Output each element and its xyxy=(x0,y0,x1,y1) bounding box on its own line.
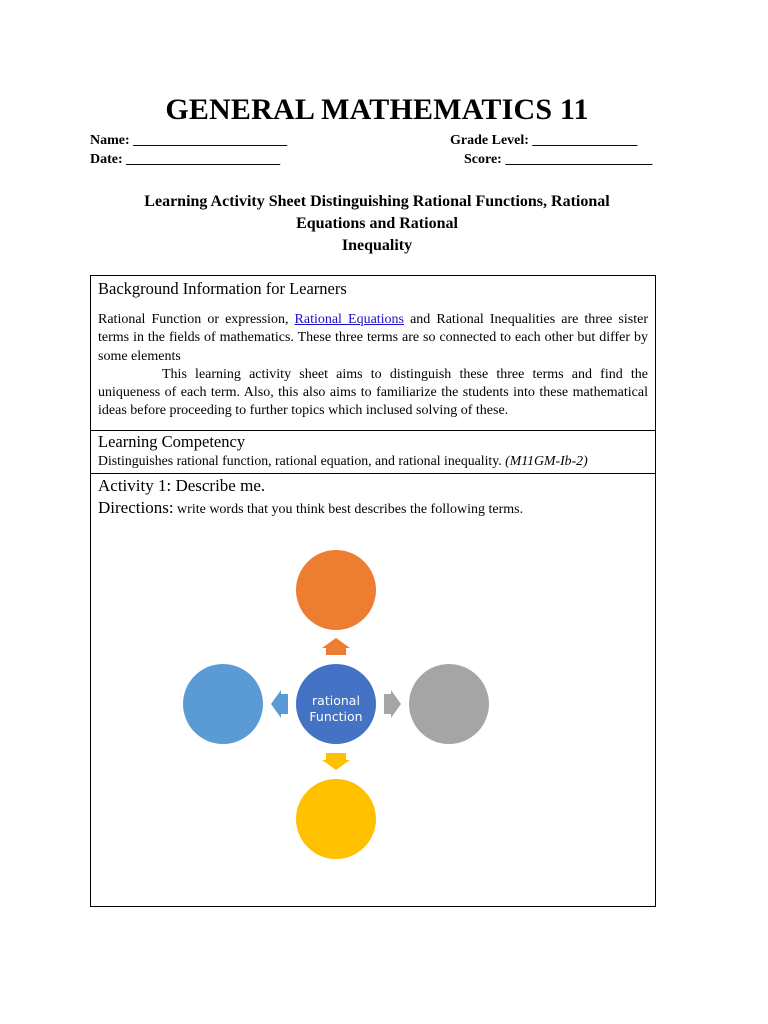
directions-text: write words that you think best describes the following terms. xyxy=(173,502,524,517)
background-section xyxy=(91,276,655,431)
arrow-left xyxy=(271,690,288,718)
rational-equations-link[interactable]: Rational Equations xyxy=(294,312,405,327)
subtitle-line-1: Learning Activity Sheet Distinguishing Rational Functions, Rational xyxy=(144,193,610,210)
top-circle xyxy=(296,550,376,630)
subtitle-line-2: Equations and Rational xyxy=(296,215,458,232)
rational-function-diagram xyxy=(91,474,657,908)
score-field: Score: _____________________ xyxy=(464,152,653,167)
background-text-before-link: Rational Function or expression, xyxy=(98,312,295,327)
activity-section xyxy=(91,474,655,908)
activity-heading: Activity 1: Describe me. xyxy=(98,476,266,495)
activity-sheet-subtitle xyxy=(110,191,644,257)
subtitle-line-3: Inequality xyxy=(341,237,413,254)
competency-text xyxy=(98,452,648,470)
activity-table xyxy=(90,275,656,907)
grade-level-field: Grade Level: _______________ xyxy=(450,133,638,148)
background-paragraph-1 xyxy=(98,311,648,366)
arrow-up xyxy=(322,638,350,655)
background-text-after-link: and Rational Inequalities are three sister terms in the fields of mathematics. These three terms are so connected to each other but differ by some elements xyxy=(98,312,648,364)
date-field: Date: ______________________ xyxy=(90,152,281,167)
background-paragraph-2: This learning activity sheet aims to distinguish these three terms and find the uniqueness of each term. Also, this also aims to familiarize the students into these mathematical ideas before proceeding to further topics which inclused solving of these. xyxy=(98,366,648,419)
document-title: GENERAL MATHEMATICS 11 xyxy=(165,93,589,126)
name-field: Name: ______________________ xyxy=(90,133,288,148)
competency-description: Distinguishes rational function, rational equation, and rational inequality. xyxy=(98,453,506,468)
bottom-circle xyxy=(296,779,376,859)
competency-section xyxy=(91,431,655,474)
right-circle xyxy=(409,664,489,744)
competency-code: (M11GM-Ib-2) xyxy=(505,453,588,468)
background-heading: Background Information for Learners xyxy=(98,279,347,298)
left-circle xyxy=(183,664,263,744)
arrow-down xyxy=(322,753,350,770)
center-label-line-2: Function xyxy=(309,709,363,724)
competency-heading: Learning Competency xyxy=(98,432,246,451)
center-label-line-1: rational xyxy=(312,693,360,708)
arrow-right xyxy=(384,690,401,718)
directions-label: Directions: xyxy=(98,498,174,517)
